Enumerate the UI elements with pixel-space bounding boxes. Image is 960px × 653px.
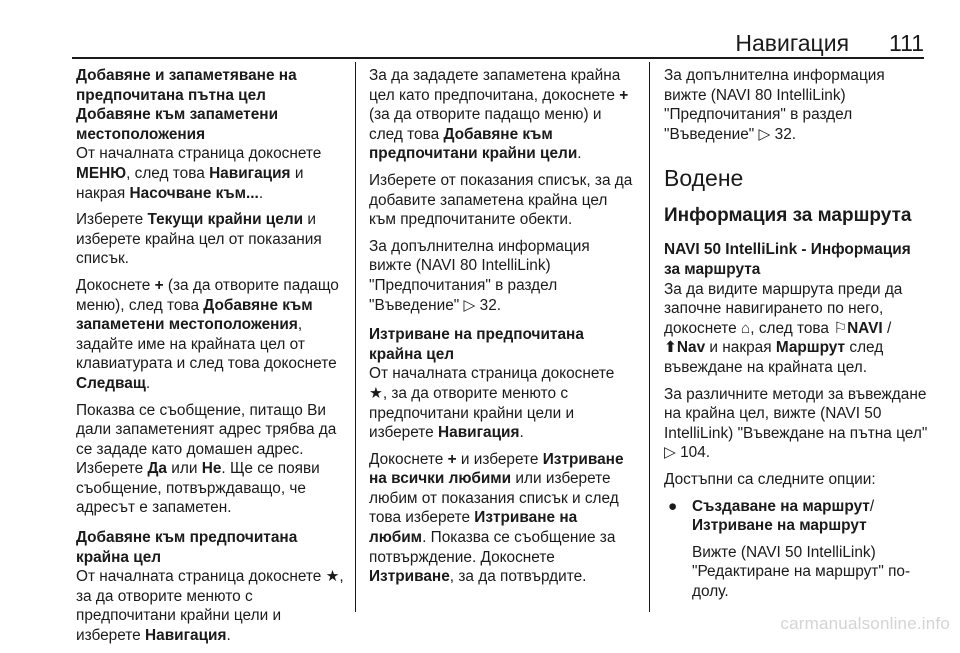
subheading: Изтриване на предпочитана крайна цел: [369, 326, 584, 363]
paragraph: За допълнителна информация вижте (NAVI 80 IntelliLink) "Предпочитания" в раздел "Въведение" ▷ 32.: [369, 237, 590, 314]
star-icon: ★: [325, 568, 340, 586]
subheading: Добавяне към предпочитана крайна цел: [76, 529, 298, 566]
column-3: [664, 66, 929, 601]
chapter-title: Водене: [664, 165, 744, 192]
star-icon: ★: [369, 384, 383, 402]
paragraph: Показва се съобщение, питащо Ви дали запаметеният адрес трябва да се зададе като домашен адрес. Изберете Да или Не. Ще се появи съобщение, потвърждаващо, че адресът е запаметен.: [76, 401, 337, 517]
paragraph: От началната страница докоснете ★, за да отворите менюто с предпочитани крайни цели и изберете Навигация.: [76, 568, 344, 645]
plus-icon: +: [447, 450, 457, 468]
paragraph: Докоснете + (за да отворите падащо меню), след това Добавяне към запаметени местоположения, задайте име на крайната цел от клавиатурата и след това докоснете Следващ.: [76, 276, 339, 392]
column-divider: [355, 62, 356, 612]
paragraph: За различните методи за въвеждане на крайна цел, вижте (NAVI 50 IntelliLink) "Въвеждане на пътна цел" ▷ 104.: [664, 385, 928, 462]
section-heading: Информация за маршрута: [664, 205, 912, 227]
paragraph: Изберете от показания списък, за да добавите запаметена крайна цел към предпочитаните обекти.: [369, 171, 633, 229]
section-title: Навигация: [735, 30, 850, 56]
page-ref-icon: ▷: [758, 125, 771, 143]
flag-icon: ⚐: [833, 319, 848, 337]
paragraph: Докоснете + и изберете Изтриване на всички любими или изберете любим от показания списък и след това изберете Изтриване на любим. Показва се съобщение за потвърждение. Докоснете Изтриване, за да потвърдите.: [369, 450, 624, 586]
subheading: Добавяне към запаметени местоположения: [76, 106, 279, 143]
header-rule: [72, 57, 924, 59]
home-icon: ⌂: [740, 319, 751, 337]
paragraph: За да видите маршрута преди да започне навигирането по него, докоснете ⌂, след това ⚐NAVI / ⬆Nav и накрая Маршрут след въвеждане на крайната цел.: [664, 280, 903, 376]
paragraph: Изберете Текущи крайни цели и изберете крайна цел от показания списък.: [76, 211, 322, 268]
page-header: [735, 30, 924, 60]
plus-icon: +: [619, 86, 629, 104]
paragraph: Достъпни са следните опции:: [664, 470, 876, 488]
column-divider: [649, 62, 650, 612]
heading: Добавяне и запаметяване на предпочитана пътна цел: [76, 67, 297, 104]
watermark: carmanualsonline.info: [780, 614, 950, 633]
list-item-text: Вижте (NAVI 50 IntelliLink) "Редактиране на маршрут" по-долу.: [692, 543, 911, 600]
page-number: 111: [889, 30, 924, 56]
column-2: [369, 66, 633, 594]
page-ref-icon: ▷: [463, 296, 476, 314]
paragraph: За допълнителна информация вижте (NAVI 80 IntelliLink) "Предпочитания" в раздел "Въведение" ▷ 32.: [664, 67, 885, 143]
paragraph: От началната страница докоснете ★, за да отворите менюто с предпочитани крайни цели и изберете Навигация.: [369, 365, 615, 442]
nav-arrow-icon: ⬆: [664, 339, 677, 357]
column-1: [76, 66, 348, 653]
bullet-icon: ●: [668, 497, 678, 515]
plus-icon: +: [154, 276, 164, 294]
paragraph: От началната страница докоснете МЕНЮ, след това Навигация и накрая Насочване към....: [76, 145, 322, 202]
subheading: NAVI 50 IntelliLink - Информация за маршрута: [664, 241, 911, 278]
paragraph: За да зададете запаметена крайна цел като предпочитана, докоснете + (за да отворите падащо меню) и след това Добавяне към предпочитани крайни цели.: [369, 67, 629, 163]
list-item: ● Създаване на маршрут/ Изтриване на маршрут: [668, 497, 875, 535]
